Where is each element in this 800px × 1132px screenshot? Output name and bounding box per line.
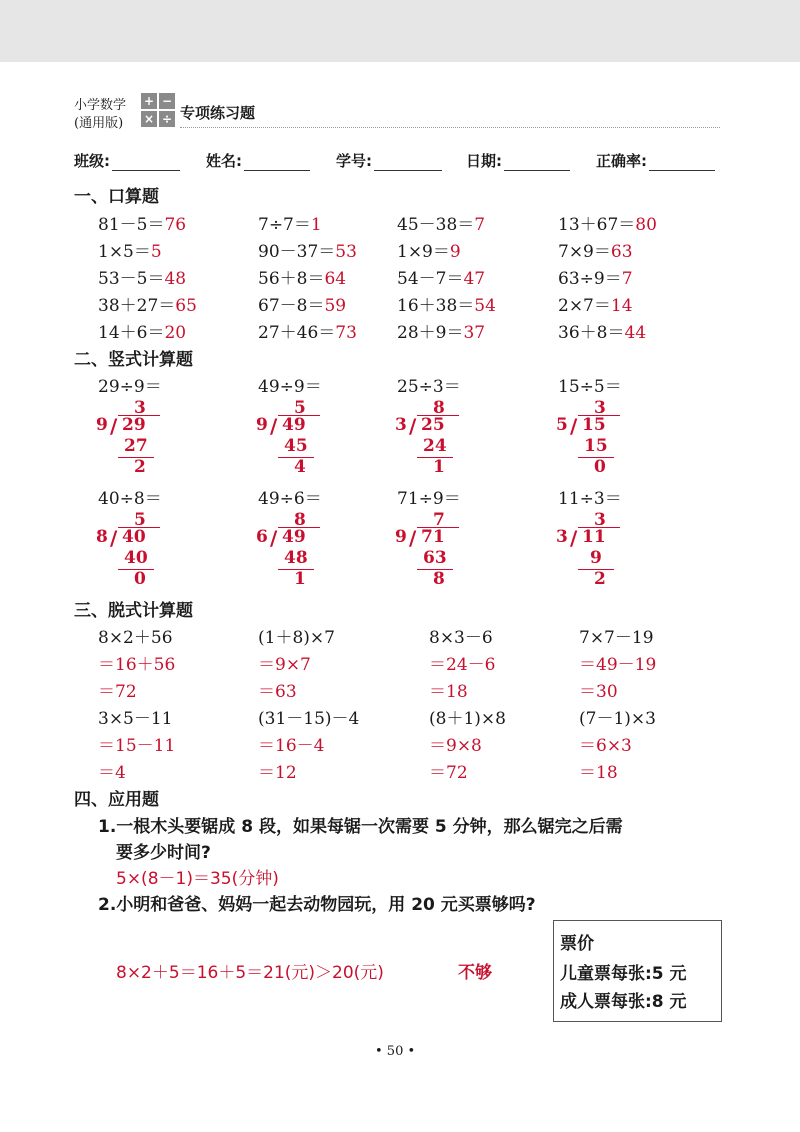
long-division: 3 3 / 11 9 2 bbox=[556, 510, 646, 610]
header-divider bbox=[180, 127, 720, 128]
application-q2: 2.小明和爸爸、妈妈一起去动物园玩，用 20 元买票够吗? bbox=[98, 895, 536, 915]
vertical-question: 49÷6＝ bbox=[258, 489, 322, 509]
stepwise-step: ＝24－6 bbox=[429, 655, 496, 675]
stepwise-result: ＝18 bbox=[579, 763, 618, 783]
mental-item: 67－8＝59 bbox=[258, 296, 347, 316]
stepwise-question: (1＋8)×7 bbox=[258, 628, 335, 648]
vertical-question: 49÷9＝ bbox=[258, 377, 322, 397]
date-field[interactable]: 日期: bbox=[466, 150, 570, 171]
accuracy-field[interactable]: 正确率: bbox=[596, 150, 715, 171]
plus-icon: + bbox=[141, 93, 157, 109]
long-division: 5 9 / 49 45 4 bbox=[256, 398, 346, 498]
divide-icon: ÷ bbox=[159, 111, 175, 127]
long-division: 8 6 / 49 48 1 bbox=[256, 510, 346, 610]
stepwise-result: ＝72 bbox=[98, 682, 137, 702]
brand-line1: 小学数学 bbox=[74, 98, 127, 113]
stepwise-result: ＝12 bbox=[258, 763, 297, 783]
page-number: • 50 • bbox=[375, 1044, 416, 1059]
stepwise-result: ＝72 bbox=[429, 763, 468, 783]
price-box bbox=[553, 920, 722, 1022]
top-band bbox=[0, 0, 800, 62]
mental-item: 7÷7＝1 bbox=[258, 215, 322, 235]
stepwise-result: ＝30 bbox=[579, 682, 618, 702]
stepwise-step: ＝16－4 bbox=[258, 736, 325, 756]
mental-item: 53－5＝48 bbox=[98, 269, 187, 289]
name-field[interactable]: 姓名: bbox=[206, 150, 310, 171]
minus-icon: − bbox=[159, 93, 175, 109]
worksheet-title: 专项练习题 bbox=[180, 104, 256, 122]
stepwise-question: 7×7－19 bbox=[579, 628, 654, 648]
mental-item: 54－7＝47 bbox=[397, 269, 486, 289]
adult-ticket-price: 成人票每张:8 元 bbox=[560, 992, 687, 1012]
stepwise-result: ＝18 bbox=[429, 682, 468, 702]
operator-icons bbox=[141, 93, 175, 127]
vertical-question: 11÷3＝ bbox=[558, 489, 622, 509]
stepwise-step: ＝15－11 bbox=[98, 736, 176, 756]
stepwise-step: ＝16＋56 bbox=[98, 655, 176, 675]
mental-item: 1×5＝5 bbox=[98, 242, 162, 262]
mental-item: 36＋8＝44 bbox=[558, 323, 647, 343]
mental-item: 14＋6＝20 bbox=[98, 323, 187, 343]
application-q1-answer: 5×(8－1)＝35(分钟) bbox=[116, 869, 279, 889]
long-division: 3 9 / 29 27 2 bbox=[96, 398, 186, 498]
mental-item: 63÷9＝7 bbox=[558, 269, 633, 289]
long-division: 8 3 / 25 24 1 bbox=[395, 398, 485, 498]
stepwise-question: (7－1)×3 bbox=[579, 709, 656, 729]
class-field[interactable]: 班级: bbox=[74, 150, 180, 171]
stepwise-question: 8×2＋56 bbox=[98, 628, 173, 648]
application-q2-verdict: 不够 bbox=[458, 963, 492, 983]
vertical-question: 40÷8＝ bbox=[98, 489, 162, 509]
long-division: 5 8 / 40 40 0 bbox=[96, 510, 186, 610]
stepwise-question: 3×5－11 bbox=[98, 709, 173, 729]
long-division: 3 5 / 15 15 0 bbox=[556, 398, 646, 498]
stepwise-question: (31－15)－4 bbox=[258, 709, 360, 729]
student-id-field[interactable]: 学号: bbox=[336, 150, 442, 171]
brand-line2: (通用版) bbox=[74, 116, 124, 131]
mental-item: 13＋67＝80 bbox=[558, 215, 657, 235]
stepwise-question: (8＋1)×8 bbox=[429, 709, 506, 729]
application-q1-line2: 要多少时间? bbox=[116, 843, 211, 863]
section-mental-title: 一、口算题 bbox=[74, 187, 159, 207]
mental-item: 27＋46＝73 bbox=[258, 323, 357, 343]
vertical-question: 25÷3＝ bbox=[397, 377, 461, 397]
mental-item: 2×7＝14 bbox=[558, 296, 633, 316]
section-application-title: 四、应用题 bbox=[74, 790, 159, 810]
long-division: 7 9 / 71 63 8 bbox=[395, 510, 485, 610]
stepwise-step: ＝49－19 bbox=[579, 655, 657, 675]
application-q1-line1: 1.一根木头要锯成 8 段，如果每锯一次需要 5 分钟，那么锯完之后需 bbox=[98, 817, 623, 837]
stepwise-result: ＝63 bbox=[258, 682, 297, 702]
stepwise-result: ＝4 bbox=[98, 763, 126, 783]
mental-item: 16＋38＝54 bbox=[397, 296, 496, 316]
mental-item: 38＋27＝65 bbox=[98, 296, 197, 316]
child-ticket-price: 儿童票每张:5 元 bbox=[560, 964, 687, 984]
application-q2-answer: 8×2＋5＝16＋5＝21(元)＞20(元) bbox=[116, 963, 384, 983]
times-icon: × bbox=[141, 111, 157, 127]
stepwise-step: ＝9×7 bbox=[258, 655, 311, 675]
mental-item: 28＋9＝37 bbox=[397, 323, 486, 343]
mental-item: 7×9＝63 bbox=[558, 242, 633, 262]
mental-item: 56＋8＝64 bbox=[258, 269, 347, 289]
mental-item: 1×9＝9 bbox=[397, 242, 461, 262]
mental-item: 45－38＝7 bbox=[397, 215, 486, 235]
section-stepwise-title: 三、脱式计算题 bbox=[74, 601, 193, 621]
stepwise-question: 8×3－6 bbox=[429, 628, 493, 648]
vertical-question: 29÷9＝ bbox=[98, 377, 162, 397]
stepwise-step: ＝9×8 bbox=[429, 736, 482, 756]
mental-item: 90－37＝53 bbox=[258, 242, 357, 262]
mental-item: 81－5＝76 bbox=[98, 215, 187, 235]
section-vertical-title: 二、竖式计算题 bbox=[74, 350, 193, 370]
vertical-question: 15÷5＝ bbox=[558, 377, 622, 397]
stepwise-step: ＝6×3 bbox=[579, 736, 632, 756]
price-box-title: 票价 bbox=[560, 934, 594, 954]
vertical-question: 71÷9＝ bbox=[397, 489, 461, 509]
